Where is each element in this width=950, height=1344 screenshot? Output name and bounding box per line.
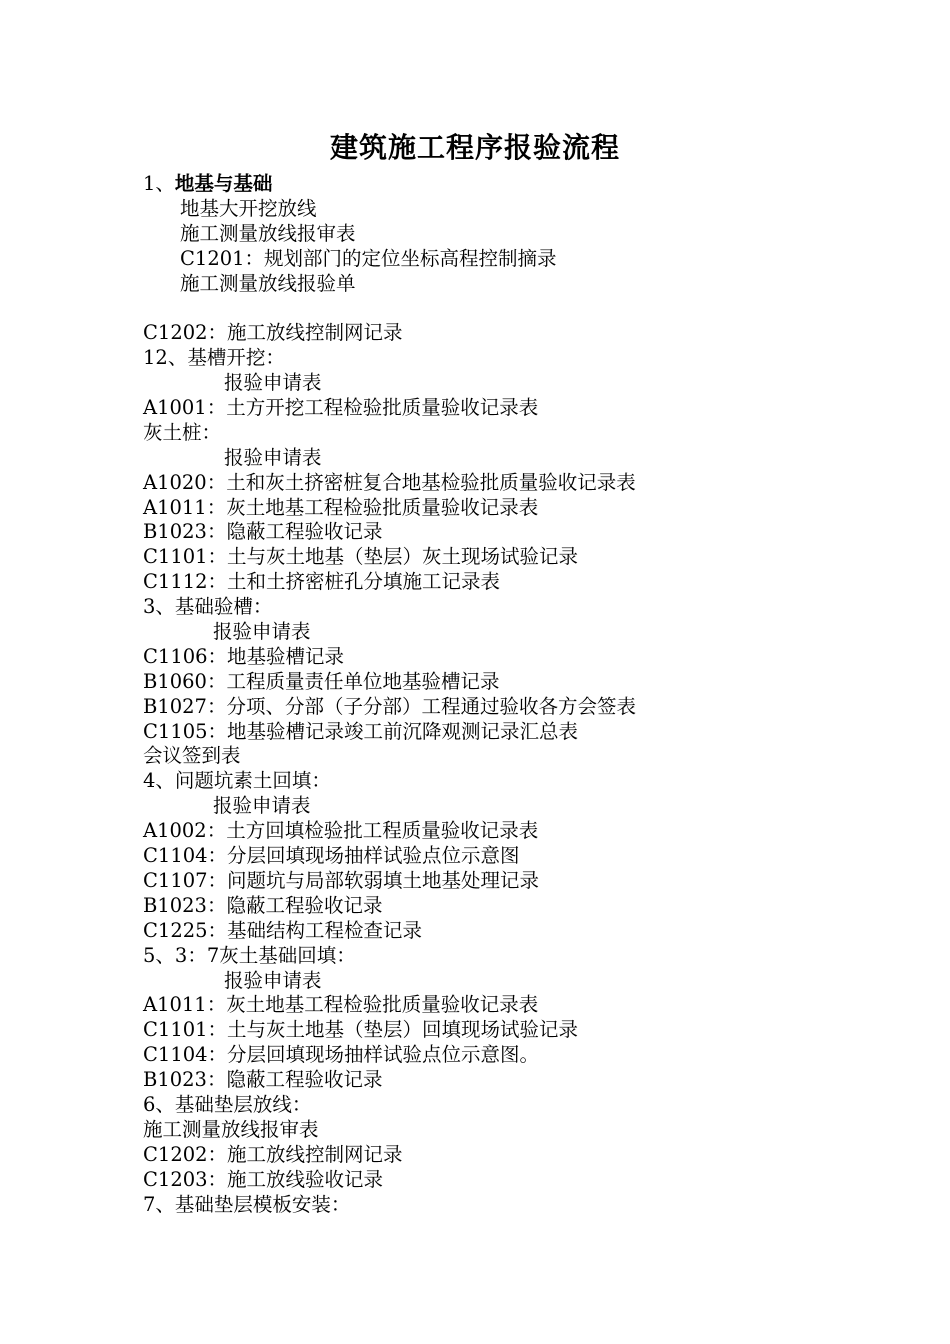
section-heading-foundation xyxy=(143,172,923,197)
text-line: B1023：隐蔽工程验收记录 xyxy=(143,893,383,917)
text-line: 施工测量放线报审表 xyxy=(143,1117,319,1141)
text-line: 报验申请表 xyxy=(213,794,311,818)
text-line: C1104：分层回填现场抽样试验点位示意图。 xyxy=(143,1043,540,1067)
text-line: C1107：问题坑与局部软弱填土地基处理记录 xyxy=(143,868,540,892)
page-title: 建筑施工程序报验流程 xyxy=(329,131,620,164)
text-line: C1225：基础结构工程检查记录 xyxy=(143,918,423,942)
text-line: B1023：隐蔽工程验收记录 xyxy=(143,520,383,544)
section-title-bold: 地基与基础 xyxy=(174,172,273,195)
text-line: A1011：灰土地基工程检验批质量验收记录表 xyxy=(143,993,539,1017)
text-line: A1020：土和灰土挤密桩复合地基检验批质量验收记录表 xyxy=(143,470,636,494)
text-line: C1105：地基验槽记录竣工前沉降观测记录汇总表 xyxy=(143,719,579,743)
text-line: C1202：施工放线控制网记录 xyxy=(143,321,403,345)
text-line: 报验申请表 xyxy=(224,968,322,992)
text-line: A1001：土方开挖工程检验批质量验收记录表 xyxy=(143,396,539,420)
text-line: 报验申请表 xyxy=(224,445,322,469)
text-line: B1060：工程质量责任单位地基验槽记录 xyxy=(143,669,500,693)
text-line: C1104：分层回填现场抽样试验点位示意图 xyxy=(143,844,520,868)
text-line: B1027：分项、分部（子分部）工程通过验收各方会签表 xyxy=(143,694,636,718)
text-line: C1201：规划部门的定位坐标高程控制摘录 xyxy=(180,246,557,270)
section-heading: 5、3：7灰土基础回填： xyxy=(143,943,356,967)
blank-line xyxy=(143,296,923,321)
section-heading: 6、基础垫层放线： xyxy=(143,1092,312,1116)
section-heading: 12、基槽开挖： xyxy=(143,346,285,370)
document-body xyxy=(143,172,923,1217)
text-line: A1002：土方回填检验批工程质量验收记录表 xyxy=(143,819,539,843)
text-line: 报验申请表 xyxy=(213,620,311,644)
text-line: 施工测量放线报验单 xyxy=(180,271,356,295)
text-line: C1106：地基验槽记录 xyxy=(143,644,345,668)
text-line: 报验申请表 xyxy=(224,371,322,395)
text-line: A1011：灰土地基工程检验批质量验收记录表 xyxy=(143,495,539,519)
text-line: C1112：土和土挤密桩孔分填施工记录表 xyxy=(143,570,501,594)
text-line: B1023：隐蔽工程验收记录 xyxy=(143,1068,383,1092)
text-line: C1203：施工放线验收记录 xyxy=(143,1167,384,1191)
text-line: 地基大开挖放线 xyxy=(180,196,317,220)
text-line: 施工测量放线报审表 xyxy=(180,221,356,245)
section-heading: 4、问题坑素土回填： xyxy=(143,769,331,793)
text-line: C1202：施工放线控制网记录 xyxy=(143,1142,403,1166)
section-heading: 3、基础验槽： xyxy=(143,595,273,619)
text-line: 会议签到表 xyxy=(143,744,241,768)
text-line: C1101：土与灰土地基（垫层）灰土现场试验记录 xyxy=(143,545,579,569)
section-number-label: 1、 xyxy=(143,172,175,195)
text-line: C1101：土与灰土地基（垫层）回填现场试验记录 xyxy=(143,1018,579,1042)
section-heading: 7、基础垫层模板安装： xyxy=(143,1192,351,1216)
section-heading: 灰土桩： xyxy=(143,420,222,444)
